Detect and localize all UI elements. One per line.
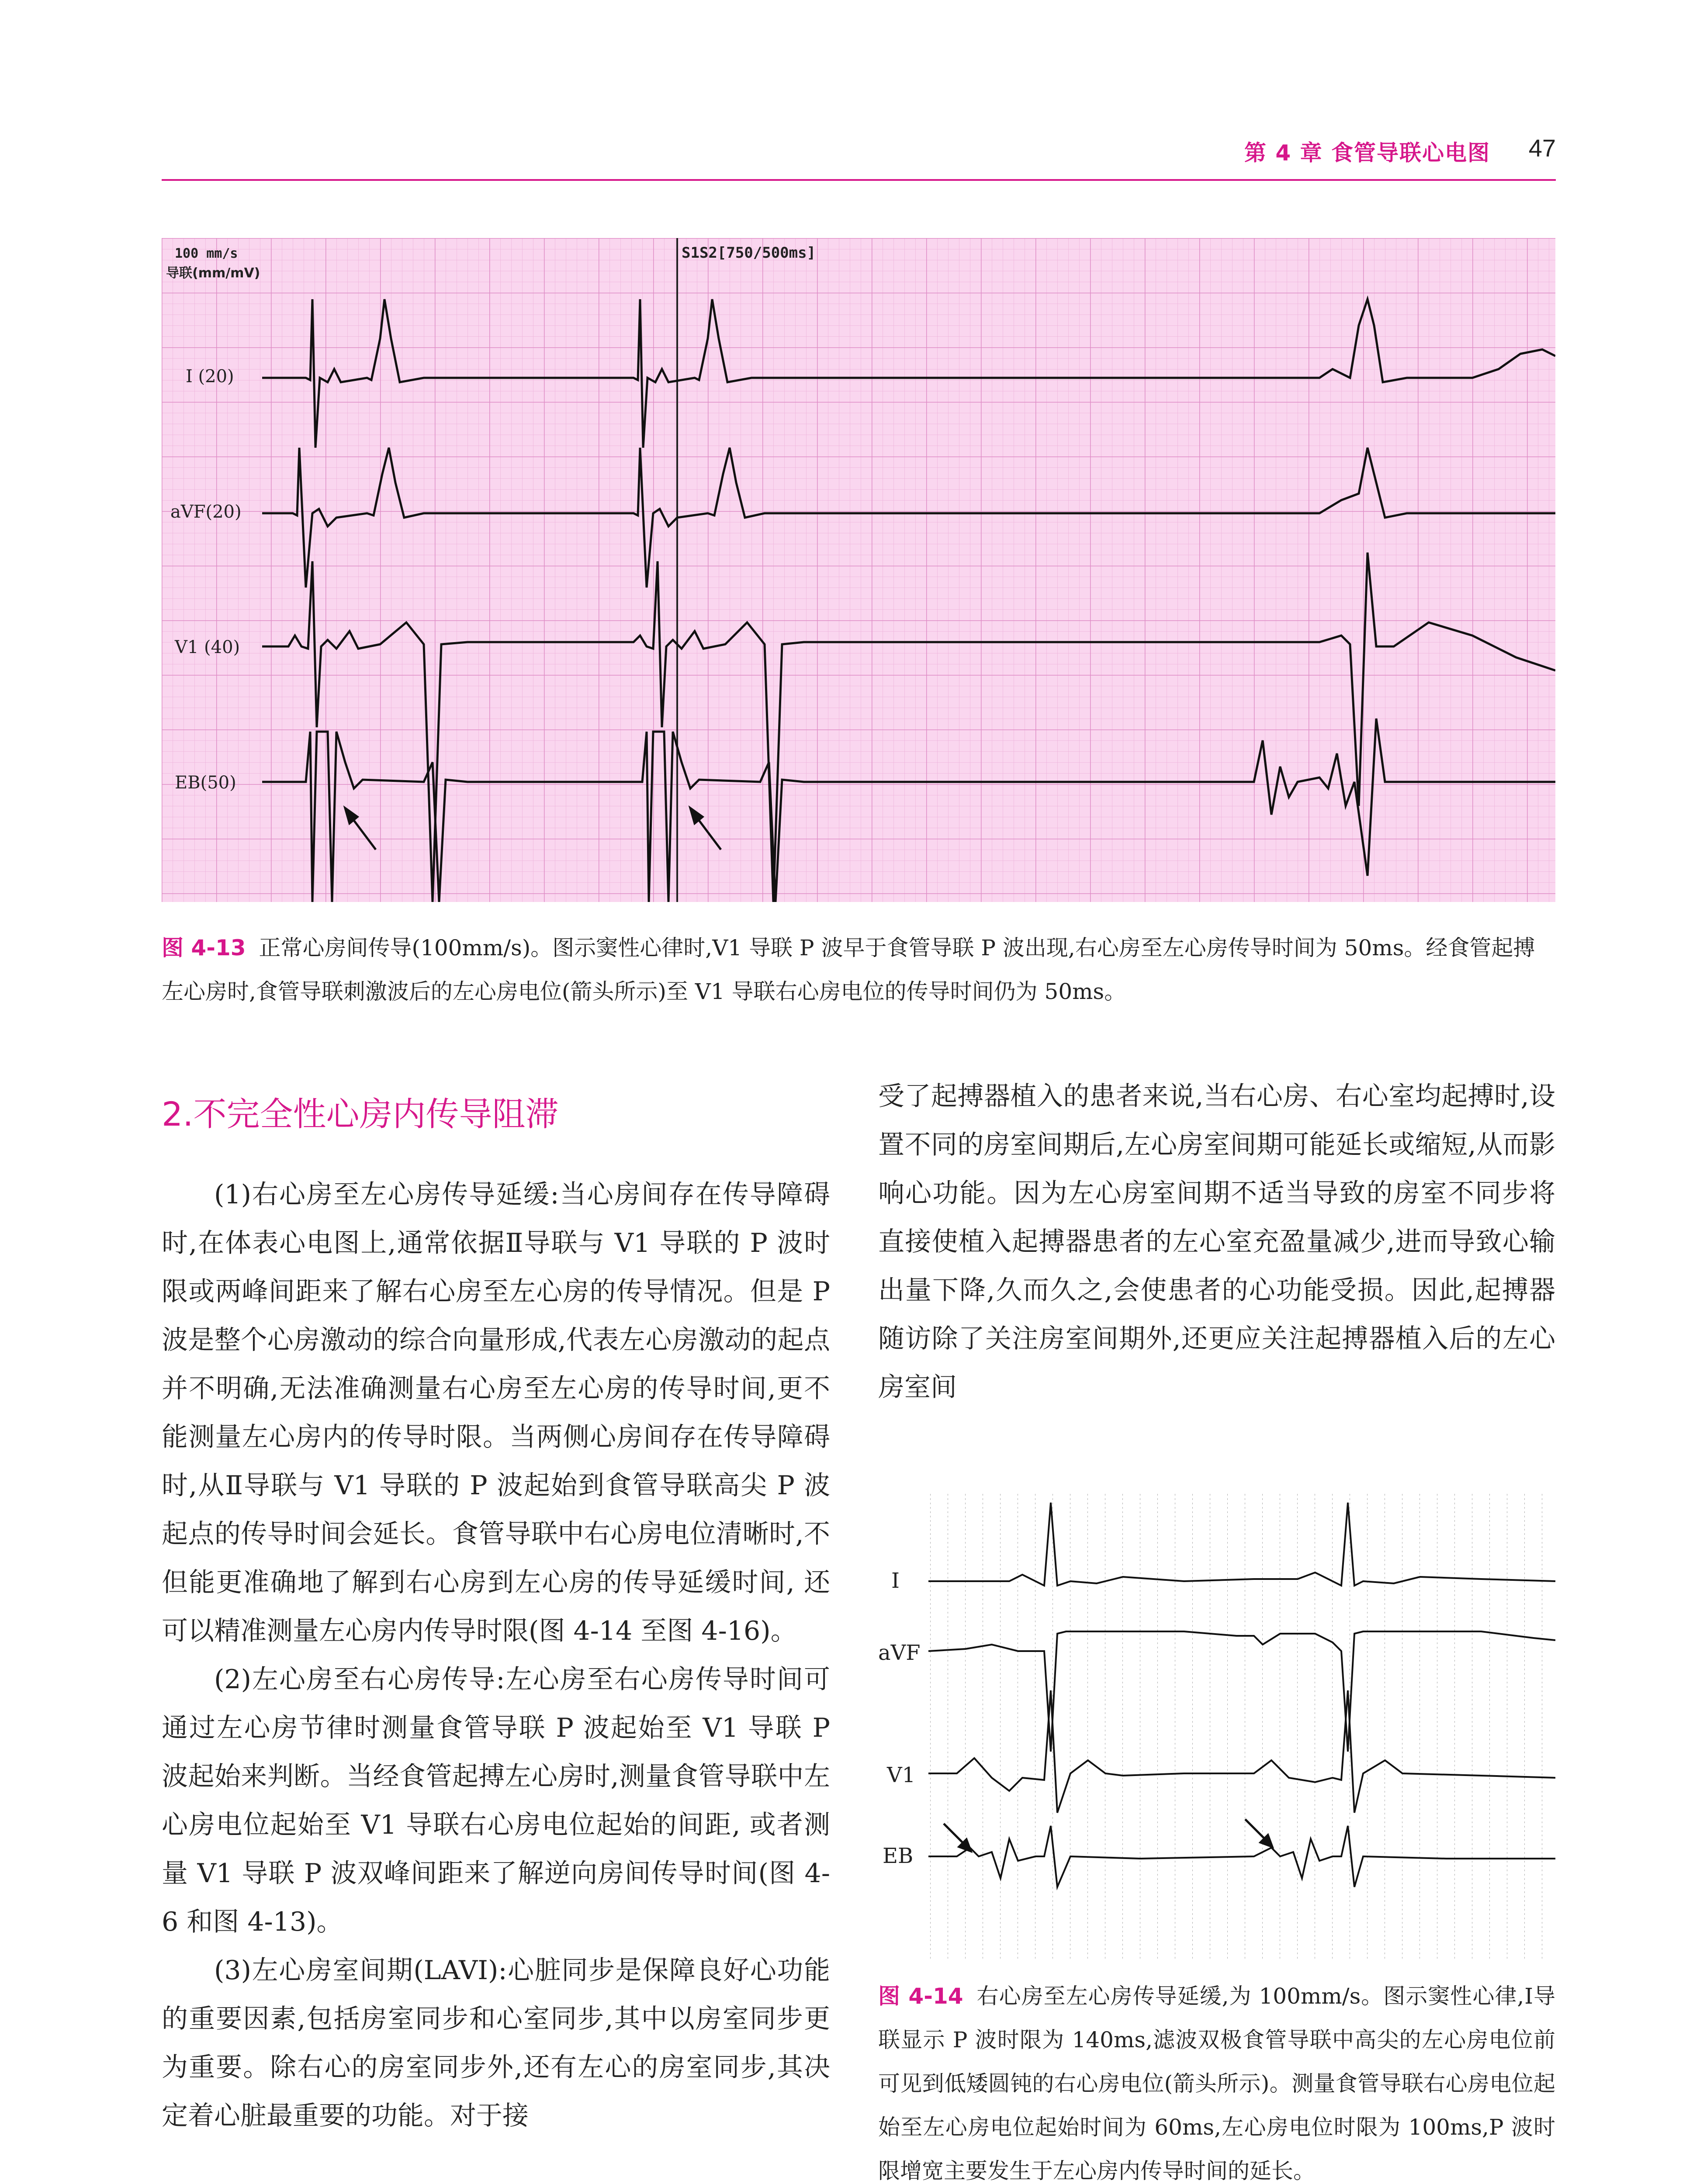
left-column	[162, 1171, 830, 2140]
paragraph: (2)左心房至右心房传导:左心房至右心房传导时间可通过左心房节律时测量食管导联 P 波起始至 V1 导联 P 波起始来判断。当经食管起搏左心房时,测量食管导联中左心房电位起始至 V1 导联右心房电位起始的间距, 或者测量 V1 导联 P 波双峰间距来了解逆向房间传导时间(图 4-6 和图 4-13)。	[162, 1664, 830, 1937]
caption-figure-4-14	[878, 1974, 1555, 2184]
lead-label-i: I (20)	[186, 366, 234, 387]
paragraph: 受了起搏器植入的患者来说,当右心房、右心室均起搏时,设置不同的房室间期后,左心房室间期可能延长或缩短,从而影响心功能。因为左心房室间期不适当导致的房室不同步将直接使植入起搏器患者的左心室充盈量减少,进而导致心输出量下降,久而久之,会使患者的心功能受损。因此,起搏器随访除了关注房室间期外,还更应关注起搏器植入后的左心房室间	[878, 1081, 1555, 1403]
lead-unit-label: 导联(mm/mV)	[166, 266, 260, 281]
speed-label: 100 mm/s	[175, 246, 238, 261]
lead-label-i: I	[891, 1569, 900, 1593]
ecg-figure-4-14	[878, 1494, 1555, 1961]
ecg-figure-4-13	[162, 238, 1555, 902]
right-column	[878, 1072, 1555, 1412]
caption-label: 图 4-14	[878, 1984, 963, 2009]
lead-label-avf: aVF	[878, 1641, 921, 1665]
lead-label-v1: V1	[887, 1763, 916, 1787]
paragraph: (1)右心房至左心房传导延缓:当心房间存在传导障碍时,在体表心电图上,通常依据Ⅱ导联与 V1 导联的 P 波时限或两峰间距来了解右心房至左心房的传导情况。但是 P 波是整个心房激动的综合向量形成,代表左心房激动的起点并不明确,无法准确测量右心房至左心房的传导时间,更不能测量左心房内的传导时限。当两侧心房间存在传导障碍时,从Ⅱ导联与 V1 导联的 P 波起始到食管导联高尖 P 波起点的传导时间会延长。食管导联中右心房电位清晰时,不但能更准确地了解到右心房到左心房的传导延缓时间, 还可以精准测量左心房内传导时限(图 4-14 至图 4-16)。	[162, 1179, 830, 1646]
caption-text: 正常心房间传导(100mm/s)。图示窦性心律时,V1 导联 P 波早于食管导联 P 波出现,右心房至左心房传导时间为 50ms。经食管起搏左心房时,食管导联刺激波后的左心房电位(箭头所示)至 V1 导联右心房电位的传导时间仍为 50ms。	[162, 935, 1535, 1004]
header-rule	[162, 179, 1556, 181]
lead-label-eb: EB	[883, 1844, 914, 1868]
protocol-label: S1S2[750/500ms]	[682, 244, 816, 262]
figure-4-14	[878, 1494, 1555, 1961]
lead-label-avf: aVF(20)	[170, 502, 242, 522]
paragraph: (3)左心房室间期(LAVI):心脏同步是保障良好心功能的重要因素,包括房室同步和心室同步,其中以房室同步更为重要。除右心的房室同步外,还有左心的房室同步,其决定着心脏最重要的功能。对于接	[162, 1955, 830, 2131]
page-header	[162, 131, 1556, 183]
lead-label-v1: V1 (40)	[175, 637, 240, 657]
figure-4-13	[162, 238, 1555, 902]
chapter-title: 第 4 章 食管导联心电图	[1244, 140, 1490, 166]
lead-label-eb: EB(50)	[175, 773, 236, 793]
caption-text: 右心房至左心房传导延缓,为 100mm/s。图示窦性心律,Ⅰ导联显示 P 波时限为 140ms,滤波双极食管导联中高尖的左心房电位前可见到低矮圆钝的右心房电位(箭头所示)。测量食管导联右心房电位起始至左心房电位起始时间为 60ms,左心房电位时限为 100ms,P 波时限增宽主要发生于左心房内传导时间的延长。	[878, 1984, 1556, 2184]
caption-figure-4-13	[162, 926, 1555, 1013]
caption-label: 图 4-13	[162, 935, 246, 961]
page-number: 47	[1528, 134, 1556, 162]
section-title: 2.不完全性心房内传导阻滞	[162, 1095, 559, 1133]
